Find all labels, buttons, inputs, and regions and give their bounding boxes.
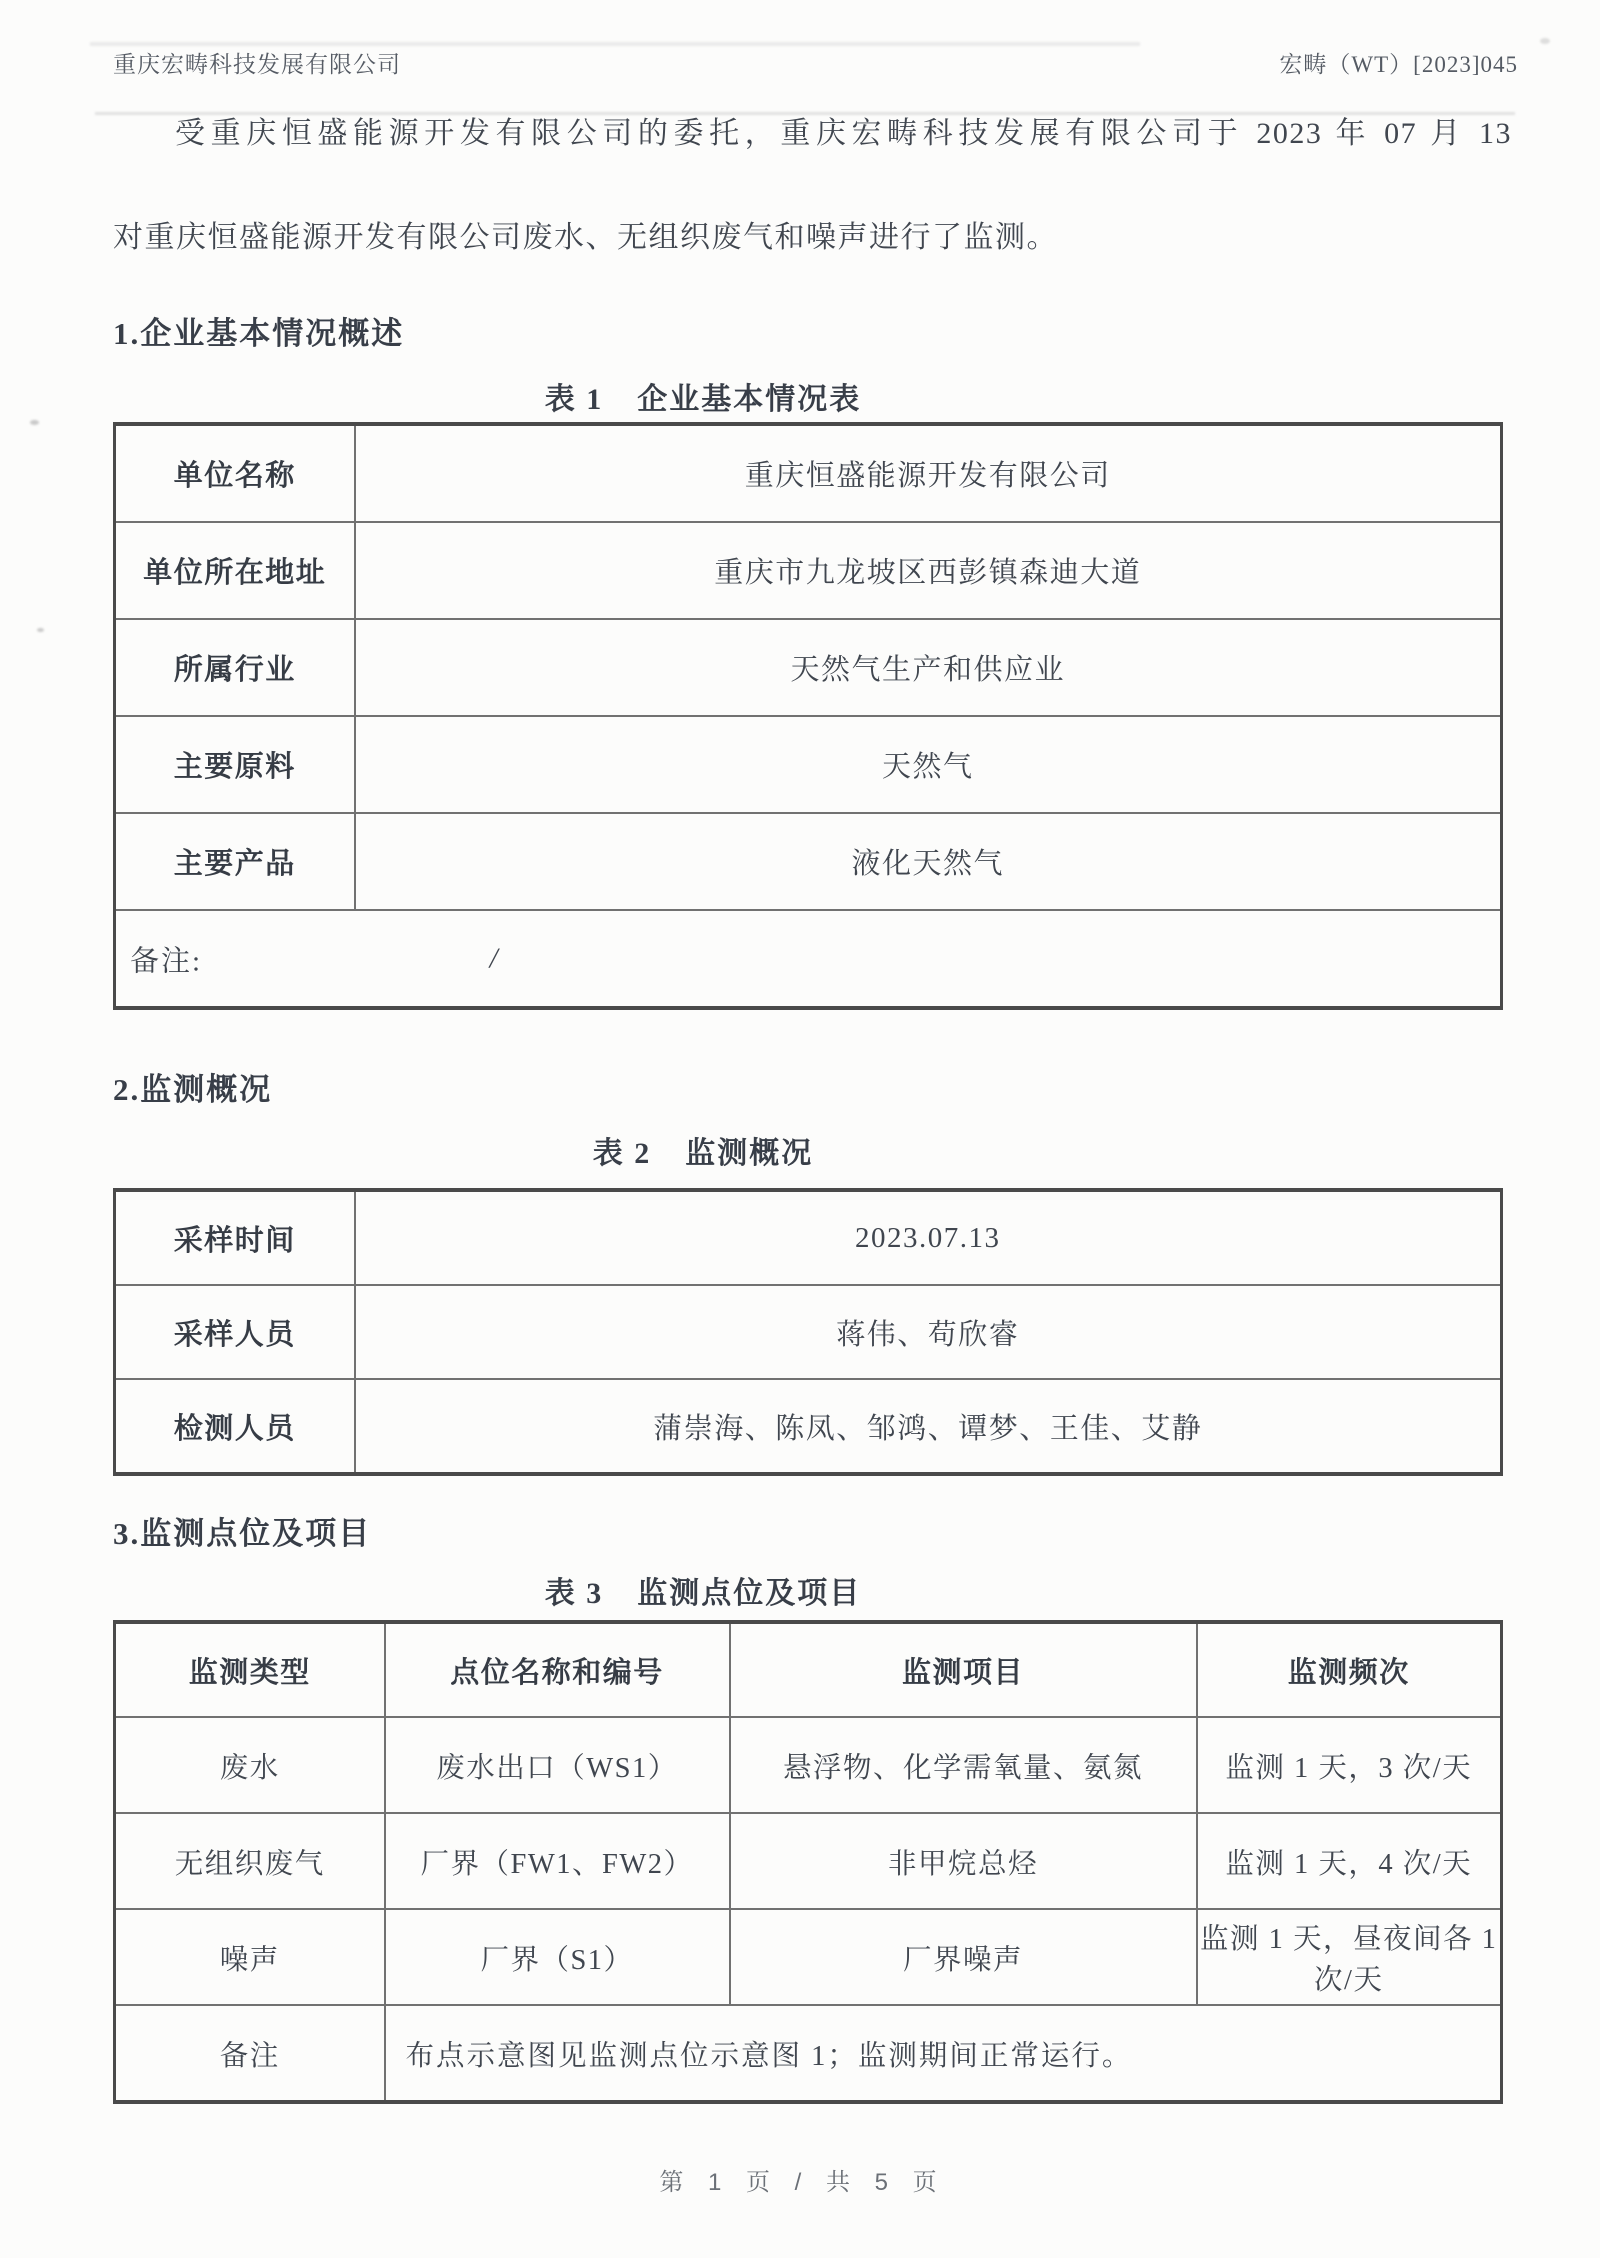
t3-cell: 厂界噪声 [730,1909,1197,2005]
table-2-number: 表 2 [592,1137,652,1170]
section-1-heading: 1.企业基本情况概述 [113,316,405,351]
section-2-heading: 2.监测概况 [113,1072,273,1107]
table-2-caption: 监测概况 [685,1137,814,1170]
table-row [115,1813,1502,1909]
t1-label-address: 单位所在地址 [115,522,355,619]
t3-col-type: 监测类型 [115,1622,385,1717]
t3-col-frequency: 监测频次 [1197,1622,1502,1717]
t1-remark-cell [115,910,1502,1008]
footer-page-number: 第 1 页 / 共 5 页 [659,2169,941,2196]
t3-col-point: 点位名称和编号 [385,1622,730,1717]
table-row [115,1190,1502,1285]
table-1-title [113,382,1293,418]
t3-cell: 非甲烷总烃 [730,1813,1197,1909]
scan-speck [1540,38,1550,44]
t3-col-items: 监测项目 [730,1622,1197,1717]
table-3-caption: 监测点位及项目 [637,1577,862,1610]
scan-speck [30,420,39,425]
t1-label-main-product: 主要产品 [115,813,355,910]
t1-label-raw-material: 主要原料 [115,716,355,813]
t3-cell: 厂界（FW1、FW2） [385,1813,730,1909]
scan-speck [37,628,44,632]
header-company-name: 重庆宏畴科技发展有限公司 [113,52,401,77]
t2-value-sampling-staff: 蒋伟、苟欣睿 [355,1285,1502,1379]
table-row [115,424,1502,522]
t3-cell: 无组织废气 [115,1813,385,1909]
t1-value-main-product: 液化天然气 [355,813,1502,910]
table-row [115,1285,1502,1379]
table-row [115,716,1502,813]
t2-label-sampling-time: 采样时间 [115,1190,355,1285]
table-row [115,1379,1502,1474]
t3-cell: 噪声 [115,1909,385,2005]
table-row [115,522,1502,619]
t3-remark-label: 备注 [115,2005,385,2102]
page-header [113,48,1518,82]
table-3-title [113,1576,1293,1612]
t3-cell: 废水 [115,1717,385,1813]
t3-cell: 监测 1 天，3 次/天 [1197,1717,1502,1813]
t1-value-unit-name: 重庆恒盛能源开发有限公司 [355,424,1502,522]
t1-label-industry: 所属行业 [115,619,355,716]
intro-line-1: 受重庆恒盛能源开发有限公司的委托，重庆宏畴科技发展有限公司于 2023 年 07 月 13 [175,117,1512,150]
t2-label-testing-staff: 检测人员 [115,1379,355,1474]
table-row [115,910,1502,1008]
t3-cell: 监测 1 天，4 次/天 [1197,1813,1502,1909]
scan-streak [95,112,1515,115]
table-monitoring-points [113,1620,1503,2104]
table-row [115,1909,1502,2005]
t3-cell: 厂界（S1） [385,1909,730,2005]
t1-remark-label: 备注: [130,945,203,977]
t1-label-unit-name: 单位名称 [115,424,355,522]
table-monitoring-overview [113,1188,1503,1476]
t2-value-sampling-time: 2023.07.13 [355,1190,1502,1285]
intro-line-2: 对重庆恒盛能源开发有限公司废水、无组织废气和噪声进行了监测。 [113,221,1058,254]
table-row [115,1717,1502,1813]
header-doc-number: 宏畴（WT）[2023]045 [1279,52,1518,77]
t1-value-raw-material: 天然气 [355,716,1502,813]
t3-cell: 废水出口（WS1） [385,1717,730,1813]
t1-value-address: 重庆市九龙坡区西彭镇森迪大道 [355,522,1502,619]
t2-value-testing-staff: 蒲崇海、陈凤、邹鸿、谭梦、王佳、艾静 [355,1379,1502,1474]
t1-remark-value: / [489,942,500,974]
t3-cell: 监测 1 天，昼夜间各 1 次/天 [1197,1909,1502,2005]
t3-remark-value: 布点示意图见监测点位示意图 1；监测期间正常运行。 [385,2005,1502,2102]
t2-label-sampling-staff: 采样人员 [115,1285,355,1379]
scan-streak [90,42,1140,46]
table-2-title [113,1136,1293,1172]
t3-cell: 悬浮物、化学需氧量、氨氮 [730,1717,1197,1813]
table-row [115,619,1502,716]
table-company-basic-info [113,422,1503,1010]
table-header-row [115,1622,1502,1717]
table-row [115,2005,1502,2102]
table-1-caption: 企业基本情况表 [637,383,862,416]
t1-value-industry: 天然气生产和供应业 [355,619,1502,716]
table-1-number: 表 1 [544,383,604,416]
table-3-number: 表 3 [544,1577,604,1610]
section-3-heading: 3.监测点位及项目 [113,1516,372,1551]
table-row [115,813,1502,910]
